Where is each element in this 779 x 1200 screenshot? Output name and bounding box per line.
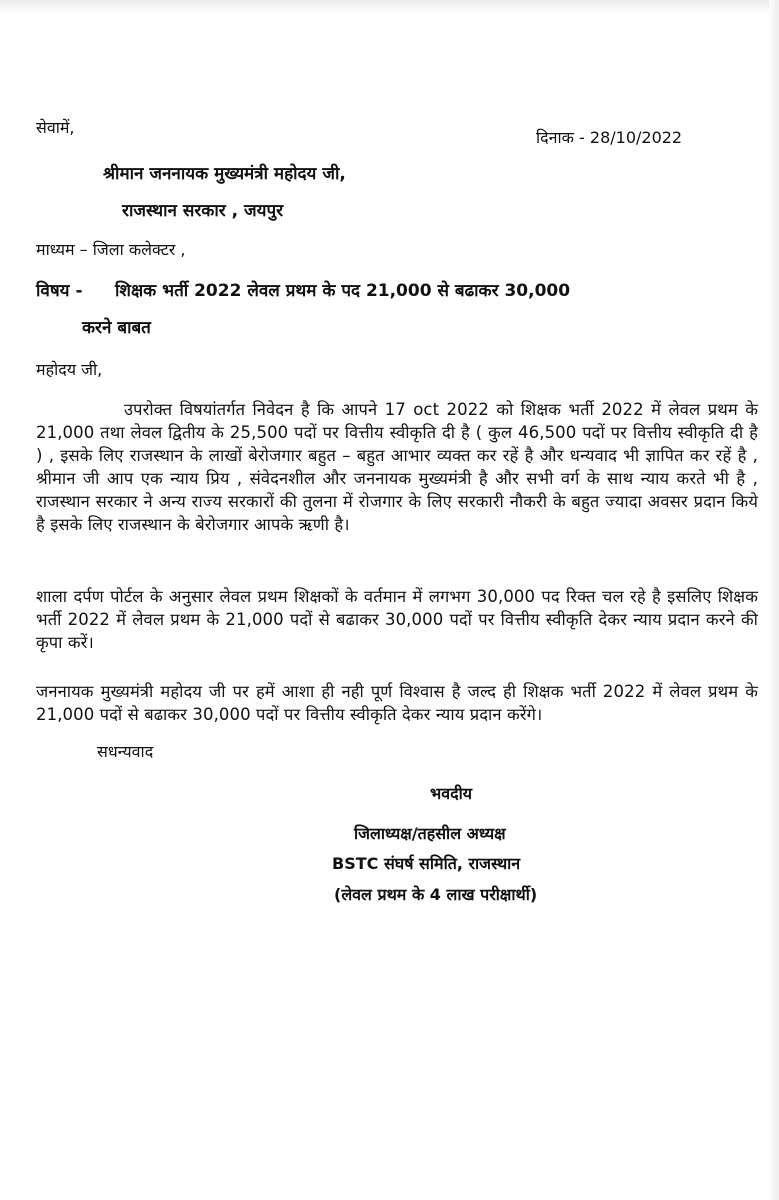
addressee-line-1: श्रीमान जननायक मुख्यमंत्री महोदय जी, (103, 164, 346, 184)
letter-date: दिनाक - 28/10/2022 (536, 128, 683, 147)
through-line: माध्यम – जिला कलेक्टर , (36, 240, 186, 259)
represents-line: (लेवल प्रथम के 4 लाख परीक्षार्थी) (334, 885, 538, 904)
page-right-edge (769, 0, 779, 1200)
salutation-to: सेवामें, (36, 118, 75, 137)
greeting: महोदय जी, (36, 360, 103, 379)
thanks-line: सधन्यवाद (97, 742, 154, 761)
subject-label: विषय - (36, 281, 83, 301)
paragraph-3: जननायक मुख्यमंत्री महोदय जी पर हमें आशा ही नही पूर्ण विश्वास है जल्द ही शिक्षक भर्ती 2022 में लेवल प्रथम के 21,000 पदों से बढाकर 30,000 पदों पर वित्तीय स्वीकृति देकर न्याय प्रदान करेंगे। (36, 682, 758, 724)
organization-name: BSTC संघर्ष समिति, राजस्थान (332, 854, 521, 873)
paragraph-1 (36, 398, 758, 536)
subject-line-2: करने बाबत (82, 318, 151, 338)
closing-yours: भवदीय (430, 784, 473, 803)
signatory-title: जिलाध्यक्ष/तहसील अध्यक्ष (354, 824, 506, 843)
addressee-line-2: राजस्थान सरकार , जयपुर (122, 201, 284, 221)
subject-line-1: शिक्षक भर्ती 2022 लेवल प्रथम के पद 21,000 से बढाकर 30,000 (115, 281, 571, 301)
page-top-edge (0, 0, 779, 14)
paragraph-2: शाला दर्पण पोर्टल के अनुसार लेवल प्रथम शिक्षकों के वर्तमान में लगभग 30,000 पद रिक्त चल रहे है इसलिए शिक्षक भर्ती 2022 में लेवल प्रथम के 21,000 पदों से बढाकर 30,000 पदों पर वित्तीय स्वीकृति देकर न्याय प्रदान करने की कृपा करें। (36, 587, 758, 652)
paragraph-1-text: उपरोक्त विषयांतर्गत निवेदन है कि आपने 17 oct 2022 को शिक्षक भर्ती 2022 में लेवल प्रथम के 21,000 तथा लेवल द्वितीय के 25,500 पदों पर वित्तीय स्वीकृति दी है ( कुल 46,500 पदों पर वित्तीय स्वीकृति दी है ) , इसके लिए राजस्थान के लाखों बेरोजगार बहुत – बहुत आभार व्यक्त कर रहें है और धन्यवाद भी ज्ञापित कर रहें है , श्रीमान जी आप एक न्याय प्रिय , संवेदनशील और जननायक मुख्यमंत्री है और सभी वर्ग के साथ न्याय करते भी है , राजस्थान सरकार ने अन्य राज्य सरकारों की तुलना में रोजगार के लिए सरकारी नौकरी के बहुत ज्यादा अवसर प्रदान किये है इसके लिए राजस्थान के बेरोजगार आपके ऋणी है। (36, 400, 758, 534)
